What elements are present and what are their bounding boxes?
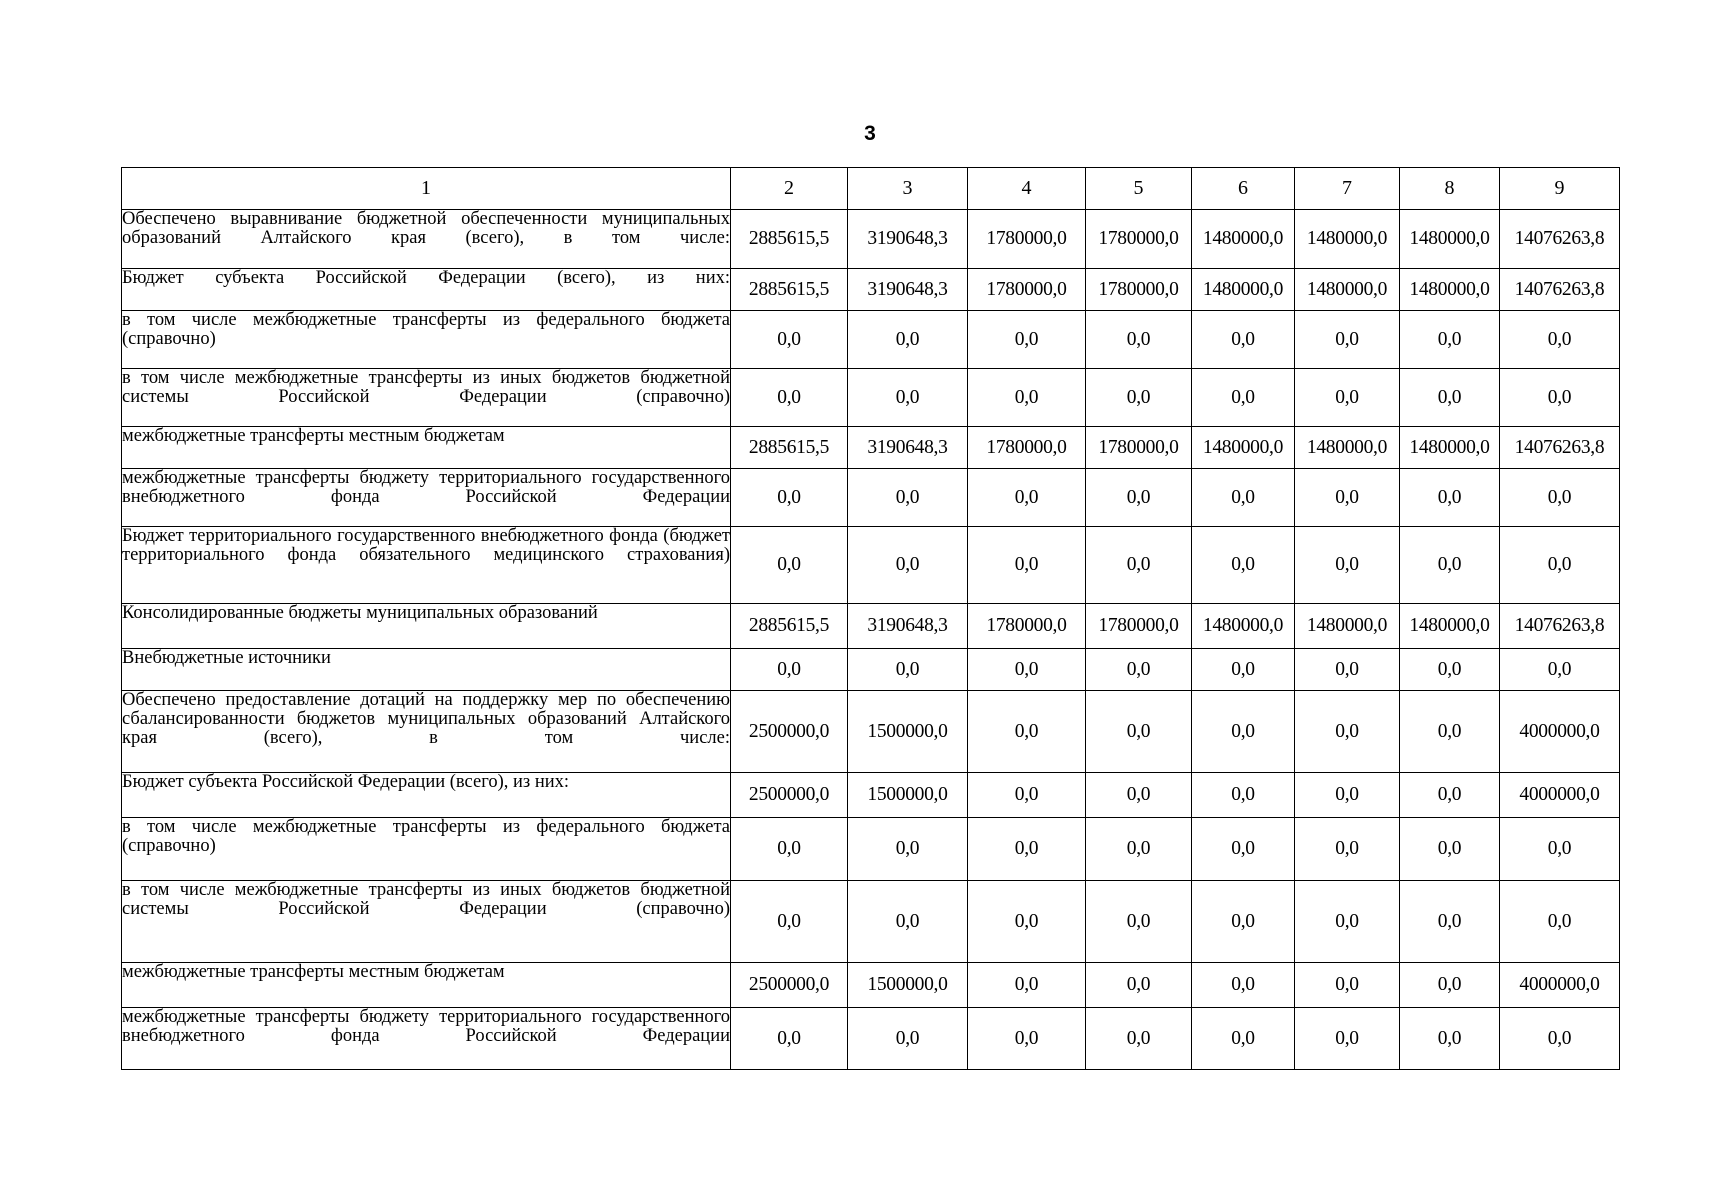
value-cell: 0,0 (1400, 963, 1500, 1008)
value-cell: 1480000,0 (1192, 604, 1295, 649)
column-header: 7 (1295, 168, 1400, 210)
value-cell: 0,0 (731, 527, 848, 604)
table-row (122, 311, 1620, 369)
value-cell: 4000000,0 (1500, 691, 1620, 773)
value-cell: 0,0 (1295, 527, 1400, 604)
value-cell: 0,0 (731, 881, 848, 963)
value-cell: 0,0 (1295, 469, 1400, 527)
value-cell: 0,0 (848, 818, 968, 881)
row-label: Бюджет субъекта Российской Федерации (всего), из них: (122, 773, 731, 818)
value-cell: 0,0 (968, 311, 1086, 369)
value-cell: 0,0 (848, 527, 968, 604)
value-cell: 0,0 (1295, 881, 1400, 963)
row-label: в том числе межбюджетные трансферты из иных бюджетов бюджетной системы Российской Федерации (справочно) (122, 369, 731, 427)
value-cell: 0,0 (848, 1008, 968, 1070)
value-cell: 1480000,0 (1295, 427, 1400, 469)
value-cell: 2885615,5 (731, 210, 848, 269)
row-label: Обеспечено предоставление дотаций на поддержку мер по обеспечению сбалансированности бюджетов муниципальных образований Алтайского края (всего), в том числе: (122, 691, 731, 773)
value-cell: 0,0 (731, 649, 848, 691)
value-cell: 0,0 (1400, 649, 1500, 691)
value-cell: 2500000,0 (731, 691, 848, 773)
value-cell: 1780000,0 (968, 210, 1086, 269)
value-cell: 1480000,0 (1400, 604, 1500, 649)
value-cell: 0,0 (1192, 818, 1295, 881)
value-cell: 0,0 (968, 527, 1086, 604)
table-row (122, 691, 1620, 773)
value-cell: 0,0 (1400, 369, 1500, 427)
table-row (122, 469, 1620, 527)
value-cell: 0,0 (1500, 469, 1620, 527)
row-label: Бюджет территориального государственного внебюджетного фонда (бюджет территориального фонда обязательного медицинского страхования) (122, 527, 731, 604)
value-cell: 0,0 (968, 469, 1086, 527)
row-label: в том числе межбюджетные трансферты из федерального бюджета (справочно) (122, 818, 731, 881)
value-cell: 1500000,0 (848, 963, 968, 1008)
value-cell: 0,0 (1192, 773, 1295, 818)
value-cell: 1780000,0 (1086, 269, 1192, 311)
value-cell: 1780000,0 (968, 427, 1086, 469)
row-label: межбюджетные трансферты местным бюджетам (122, 427, 731, 469)
column-header: 1 (122, 168, 731, 210)
value-cell: 0,0 (1192, 1008, 1295, 1070)
value-cell: 0,0 (968, 963, 1086, 1008)
row-label: в том числе межбюджетные трансферты из федерального бюджета (справочно) (122, 311, 731, 369)
row-label: Бюджет субъекта Российской Федерации (всего), из них: (122, 269, 731, 311)
value-cell: 1780000,0 (1086, 604, 1192, 649)
value-cell: 0,0 (1086, 527, 1192, 604)
value-cell: 0,0 (1192, 527, 1295, 604)
value-cell: 3190648,3 (848, 269, 968, 311)
value-cell: 0,0 (1086, 963, 1192, 1008)
value-cell: 0,0 (1500, 881, 1620, 963)
value-cell: 0,0 (1086, 773, 1192, 818)
value-cell: 14076263,8 (1500, 604, 1620, 649)
value-cell: 0,0 (1400, 881, 1500, 963)
value-cell: 0,0 (1400, 469, 1500, 527)
value-cell: 1480000,0 (1295, 210, 1400, 269)
value-cell: 0,0 (1295, 691, 1400, 773)
value-cell: 1480000,0 (1400, 269, 1500, 311)
value-cell: 0,0 (731, 369, 848, 427)
value-cell: 1480000,0 (1295, 269, 1400, 311)
value-cell: 0,0 (731, 1008, 848, 1070)
table-row (122, 818, 1620, 881)
value-cell: 0,0 (968, 369, 1086, 427)
value-cell: 0,0 (1400, 818, 1500, 881)
value-cell: 0,0 (1295, 649, 1400, 691)
value-cell: 0,0 (848, 649, 968, 691)
value-cell: 0,0 (968, 773, 1086, 818)
value-cell: 1480000,0 (1192, 427, 1295, 469)
value-cell: 1480000,0 (1295, 604, 1400, 649)
value-cell: 0,0 (1500, 311, 1620, 369)
value-cell: 0,0 (1192, 963, 1295, 1008)
value-cell: 0,0 (1295, 818, 1400, 881)
value-cell: 4000000,0 (1500, 963, 1620, 1008)
column-header: 3 (848, 168, 968, 210)
value-cell: 0,0 (1192, 649, 1295, 691)
table-row (122, 269, 1620, 311)
value-cell: 0,0 (1295, 963, 1400, 1008)
table-row (122, 369, 1620, 427)
value-cell: 0,0 (1086, 369, 1192, 427)
value-cell: 0,0 (1192, 691, 1295, 773)
value-cell: 0,0 (1086, 469, 1192, 527)
row-label: Обеспечено выравнивание бюджетной обеспеченности муниципальных образований Алтайского края (всего), в том числе: (122, 210, 731, 269)
value-cell: 0,0 (1192, 469, 1295, 527)
value-cell: 0,0 (848, 881, 968, 963)
value-cell: 2885615,5 (731, 269, 848, 311)
value-cell: 0,0 (1400, 311, 1500, 369)
value-cell: 0,0 (1400, 1008, 1500, 1070)
table-row (122, 773, 1620, 818)
value-cell: 0,0 (1295, 369, 1400, 427)
value-cell: 1500000,0 (848, 773, 968, 818)
value-cell: 0,0 (968, 881, 1086, 963)
column-header: 5 (1086, 168, 1192, 210)
value-cell: 3190648,3 (848, 604, 968, 649)
value-cell: 0,0 (1086, 881, 1192, 963)
value-cell: 1780000,0 (1086, 427, 1192, 469)
table-row (122, 649, 1620, 691)
table-row (122, 210, 1620, 269)
value-cell: 14076263,8 (1500, 210, 1620, 269)
value-cell: 14076263,8 (1500, 269, 1620, 311)
row-label: в том числе межбюджетные трансферты из иных бюджетов бюджетной системы Российской Федерации (справочно) (122, 881, 731, 963)
value-cell: 0,0 (1500, 818, 1620, 881)
column-header: 9 (1500, 168, 1620, 210)
column-header: 6 (1192, 168, 1295, 210)
value-cell: 0,0 (1295, 1008, 1400, 1070)
table-row (122, 881, 1620, 963)
value-cell: 1780000,0 (1086, 210, 1192, 269)
value-cell: 0,0 (1500, 649, 1620, 691)
table-row (122, 527, 1620, 604)
value-cell: 2500000,0 (731, 773, 848, 818)
value-cell: 0,0 (1400, 691, 1500, 773)
row-label: Консолидированные бюджеты муниципальных образований (122, 604, 731, 649)
value-cell: 0,0 (1086, 311, 1192, 369)
value-cell: 0,0 (1192, 369, 1295, 427)
value-cell: 0,0 (848, 311, 968, 369)
value-cell: 3190648,3 (848, 427, 968, 469)
value-cell: 1780000,0 (968, 604, 1086, 649)
value-cell: 0,0 (968, 818, 1086, 881)
value-cell: 0,0 (1400, 773, 1500, 818)
table-row (122, 604, 1620, 649)
value-cell: 0,0 (1086, 649, 1192, 691)
value-cell: 0,0 (968, 1008, 1086, 1070)
table-row (122, 427, 1620, 469)
value-cell: 0,0 (848, 369, 968, 427)
value-cell: 0,0 (1400, 527, 1500, 604)
row-label: межбюджетные трансферты бюджету территориального государственного внебюджетного фонда Российской Федерации (122, 1008, 731, 1070)
value-cell: 0,0 (731, 311, 848, 369)
row-label: межбюджетные трансферты местным бюджетам (122, 963, 731, 1008)
value-cell: 1500000,0 (848, 691, 968, 773)
value-cell: 2885615,5 (731, 604, 848, 649)
value-cell: 1480000,0 (1400, 210, 1500, 269)
value-cell: 1480000,0 (1400, 427, 1500, 469)
value-cell: 0,0 (1086, 691, 1192, 773)
value-cell: 0,0 (1500, 1008, 1620, 1070)
value-cell: 0,0 (1295, 773, 1400, 818)
column-header: 4 (968, 168, 1086, 210)
value-cell: 14076263,8 (1500, 427, 1620, 469)
value-cell: 0,0 (1086, 818, 1192, 881)
value-cell: 0,0 (848, 469, 968, 527)
value-cell: 0,0 (731, 818, 848, 881)
value-cell: 0,0 (968, 691, 1086, 773)
value-cell: 0,0 (1086, 1008, 1192, 1070)
value-cell: 0,0 (1500, 527, 1620, 604)
value-cell: 0,0 (1295, 311, 1400, 369)
column-header: 2 (731, 168, 848, 210)
table-row (122, 1008, 1620, 1070)
value-cell: 2500000,0 (731, 963, 848, 1008)
value-cell: 1480000,0 (1192, 269, 1295, 311)
budget-table (121, 167, 1620, 1070)
header-row (122, 168, 1620, 210)
value-cell: 0,0 (968, 649, 1086, 691)
row-label: Внебюджетные источники (122, 649, 731, 691)
value-cell: 0,0 (1192, 881, 1295, 963)
value-cell: 3190648,3 (848, 210, 968, 269)
value-cell: 0,0 (731, 469, 848, 527)
value-cell: 1480000,0 (1192, 210, 1295, 269)
table-row (122, 963, 1620, 1008)
value-cell: 1780000,0 (968, 269, 1086, 311)
row-label: межбюджетные трансферты бюджету территориального государственного внебюджетного фонда Российской Федерации (122, 469, 731, 527)
value-cell: 0,0 (1500, 369, 1620, 427)
column-header: 8 (1400, 168, 1500, 210)
value-cell: 4000000,0 (1500, 773, 1620, 818)
value-cell: 0,0 (1192, 311, 1295, 369)
value-cell: 2885615,5 (731, 427, 848, 469)
page-number: 3 (864, 122, 876, 145)
